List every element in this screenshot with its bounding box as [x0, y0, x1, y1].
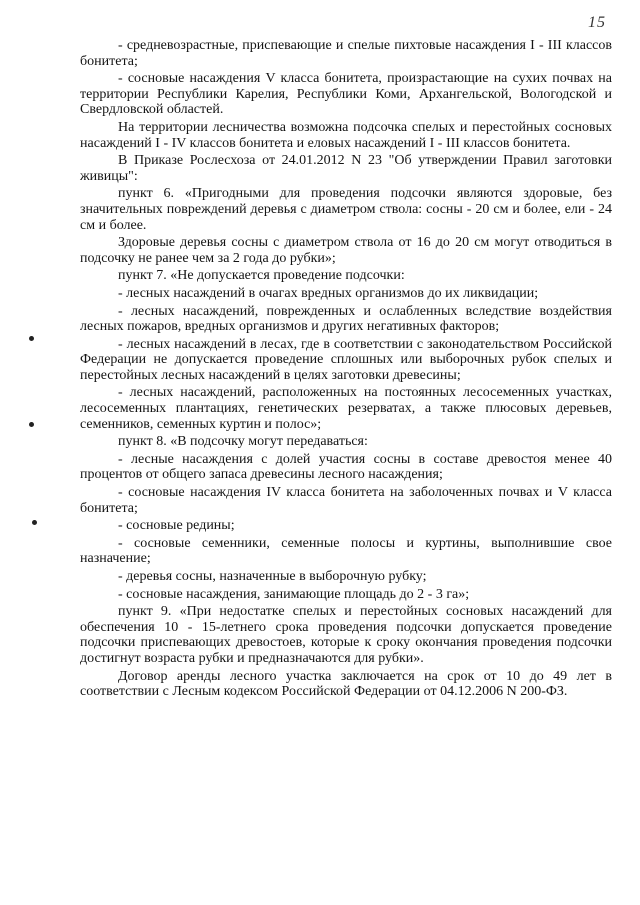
paragraph: пункт 6. «Пригодными для проведения подсочки являются здоровые, без значительных повреждений деревья с диаметром ствола: сосны - 20 см и более, ели - 24 см и более.: [80, 186, 612, 233]
paragraph: - лесные насаждения с долей участия сосны в составе древостоя менее 40 процентов от общего запаса древесины лесного насаждения;: [80, 451, 612, 483]
paragraph: Договор аренды лесного участка заключается на срок от 10 до 49 лет в соответствии с Лесным кодексом Российской Федерации от 04.12.2006 N 200-ФЗ.: [80, 668, 612, 700]
paragraph: - сосновые насаждения IV класса бонитета на заболоченных почвах и V класса бонитета;: [80, 485, 612, 516]
paragraph: - средневозрастные, приспевающие и спелые пихтовые насаждения I - III классов бонитета;: [80, 38, 612, 69]
paragraph: Здоровые деревья сосны с диаметром ствола от 16 до 20 см могут отводиться в подсочку не ранее чем за 2 года до рубки»;: [80, 235, 612, 266]
paragraph: пункт 8. «В подсочку могут передаваться:: [118, 434, 368, 450]
paragraph: пункт 7. «Не допускается проведение подсочки:: [118, 268, 405, 284]
punch-hole-mark-3: [32, 520, 37, 525]
paragraph: - лесных насаждений, расположенных на постоянных лесосеменных участках, лесосеменных плантациях, генетических резерватах, а также плюсовых деревьев, семенников, семенных куртин и полос»;: [80, 385, 612, 432]
paragraph: - деревья сосны, назначенные в выборочную рубку;: [118, 569, 427, 584]
paragraph: - лесных насаждений в очагах вредных организмов до их ликвидации;: [118, 285, 539, 301]
page-number: 15: [588, 14, 606, 31]
paragraph: - сосновые семенники, семенные полосы и куртины, выполнившие свое назначение;: [80, 535, 612, 567]
document-body: [80, 38, 612, 702]
paragraph: - лесных насаждений, поврежденных и ослабленных вследствие воздействия лесных пожаров, вредных организмов и других негативных факторов;: [80, 303, 612, 335]
paragraph: пункт 9. «При недостатке спелых и перестойных сосновых насаждений для обеспечения 10 - 15-летнего срока проведения подсочки допускается проведение подсочки приспевающих древостоев, которые к сроку окончания проведения подсочки достигнут возраста рубки и предназначаются для рубки».: [80, 604, 612, 666]
paragraph: - сосновые насаждения V класса бонитета, произрастающие на сухих почвах на территории Республики Карелия, Республики Коми, Архангельской, Вологодской и Свердловской областей.: [80, 71, 612, 118]
paragraph: - сосновые насаждения, занимающие площадь до 2 - 3 га»;: [118, 586, 470, 602]
paragraph: - сосновые редины;: [118, 518, 235, 534]
punch-hole-mark-1: [29, 336, 34, 341]
paragraph: В Приказе Рослесхоза от 24.01.2012 N 23 "Об утверждении Правил заготовки живицы":: [80, 153, 612, 184]
paragraph: - лесных насаждений в лесах, где в соответствии с законодательством Российской Федерации не допускается проведение сплошных или выборочных рубок спелых и перестойных лесных насаждений в целях заготовки древесины;: [80, 336, 612, 383]
punch-hole-mark-2: [29, 422, 34, 427]
paragraph: На территории лесничества возможна подсочка спелых и перестойных сосновых насаждений I - IV классов бонитета и еловых насаждений I - III классов бонитета.: [80, 119, 612, 151]
